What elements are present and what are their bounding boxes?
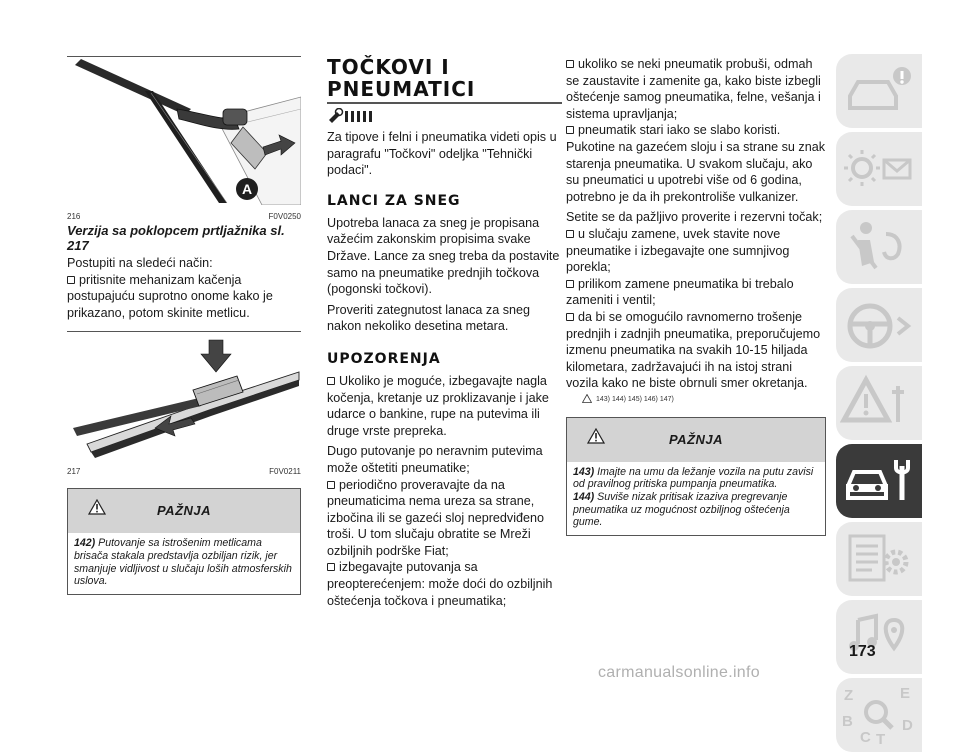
lanci-paragraph-1: Upotreba lanaca za sneg je propisana važećim zakonskim propisima svake Države. Lance za sneg treba da postavite samo na pneumatike prednjih točkova (pogonski točkovi).	[327, 215, 560, 297]
figure-code: F0V0211	[269, 467, 301, 477]
bullet-item: u slučaju zamene, uvek stavite nove pneumatike i izbegavajte one sumnjivog porekla;	[566, 226, 790, 275]
car-info-icon	[836, 54, 922, 128]
index-letter: E	[900, 685, 911, 702]
index-letter: D	[902, 717, 913, 734]
bullet-item: Ukoliko je moguće, izbegavajte nagla kočenja, kretanje uz proklizavanje i jake udarce o bankine, rupe na putevima ili druge vrste prepreka.	[327, 373, 549, 438]
bullet-item: ukoliko se neki pneumatik probuši, odmah se zaustavite i zamenite ga, kako biste izbegli oštećenje samog pneumatika, felne, vešanja i sistema upravljanja;	[566, 57, 821, 121]
figure-caption-217	[67, 467, 301, 476]
warning-body	[68, 533, 300, 593]
index-letter: B	[842, 713, 853, 730]
warning-references: 143) 144) 145) 146) 147)	[596, 396, 826, 403]
tab-dashboard[interactable]	[836, 54, 922, 128]
warning-item: 144) Suviše nizak pritisak izaziva pregrevanje pneumatika uz mogućnost ozbiljnog oštećenja gume.	[573, 491, 790, 529]
left-column	[67, 56, 301, 595]
figure-number: 216	[67, 212, 81, 221]
figure-caption-216	[67, 212, 301, 221]
bullet-item: izbegavajte putovanja sa preopterećenjem: može doći do ozbiljnih oštećenja točkova i pneumatika;	[327, 560, 553, 608]
title-rule	[327, 102, 562, 104]
steering-wheel-icon	[836, 288, 922, 362]
figure-number: 217	[67, 467, 81, 477]
light-mail-icon	[836, 132, 922, 206]
bullet-box-icon	[566, 126, 574, 134]
tab-safety-lights[interactable]	[836, 132, 922, 206]
tab-technical-data[interactable]	[836, 522, 922, 596]
warning-item: 143) Imajte na umu da ležanje vozila na putu zavisi od pravilnog pritiska pumpanja pneumatika.	[573, 465, 814, 491]
index-letter: T	[876, 731, 886, 748]
bullet-box-icon	[566, 230, 574, 238]
figure-217	[67, 332, 301, 476]
tab-safety[interactable]	[836, 210, 922, 284]
bullet-box-icon	[327, 377, 335, 385]
section-title: TOČKOVI I PNEUMATICI	[327, 55, 476, 101]
warning-box	[67, 488, 301, 594]
middle-column	[327, 56, 562, 609]
tab-driving[interactable]	[836, 288, 922, 362]
tyre-wrench-icon	[327, 108, 373, 124]
bullet-item: pneumatik stari iako se slabo koristi. Pukotine na gazećem sloju i sa strane su znak starenja pneumatika. U svakom slučaju, ako su pneumatici u upotrebi više od 6 godina, potrebno je da ih prekontroliše vulkanizer.	[566, 123, 826, 204]
intro-text: Postupiti na sledeći način:	[67, 256, 213, 270]
warning-header	[68, 489, 300, 533]
bullet-box-icon	[566, 313, 574, 321]
tab-index[interactable]	[836, 678, 922, 752]
bullet-item: da bi se omogućilo ravnomerno trošenje prednjih i zadnjih pneumatika, preporučujemo izmenu pneumatika na svakih 10-15 hiljada kilometara, zadržavajući ih na istoj strani vozila kako ne biste obrnuli smer okretanja.	[566, 309, 821, 391]
wiper-blade-illustration	[67, 332, 301, 460]
wiper-arm-illustration	[67, 57, 301, 205]
bullet-box-icon	[566, 60, 574, 68]
index-search-icon	[836, 678, 922, 752]
paragraph: Dugo putovanje po neravnim putevima može oštetiti pneumatike;	[327, 444, 543, 475]
figure-code: F0V0250	[268, 212, 301, 221]
small-warning-icon	[582, 394, 592, 403]
bullet-box-icon	[327, 481, 335, 489]
tab-emergency[interactable]	[836, 366, 922, 440]
media-location-icon	[836, 600, 922, 674]
bullet-box-icon	[566, 280, 574, 288]
index-letter: Z	[844, 687, 854, 704]
warning-road-icon	[836, 366, 922, 440]
warning-box	[566, 417, 826, 536]
intro-text: Za tipove i felni i pneumatika videti opis u paragrafu "Točkovi" odeljka "Tehnički podaci".	[327, 130, 557, 178]
warning-body	[567, 462, 825, 535]
heading-lanci: LANCI ZA SNEG	[327, 192, 461, 209]
car-wrench-icon	[836, 444, 922, 518]
warning-item: 142) Putovanje sa istrošenim metlicama brisača stakala predstavlja ozbiljan rizik, jer smanjuje vidljivost u slučaju loših atmosferskih uslova.	[74, 537, 292, 588]
warning-title: PAŽNJA	[156, 503, 212, 519]
index-letter: C	[860, 729, 871, 746]
warning-title: PAŽNJA	[668, 431, 724, 447]
heading-upozorenja: UPOZORENJA	[327, 350, 441, 367]
bullet-box-icon	[327, 563, 335, 571]
bullet-item: pritisnite mehanizam kačenja postupajuću suprotno onome kako je prikazano, potom skinite metlicu.	[67, 272, 273, 320]
page-number: 173	[849, 643, 876, 660]
right-column	[566, 56, 826, 536]
figure-216	[67, 57, 301, 221]
lanci-paragraph-2: Proveriti zategnutost lanaca za sneg nakon nekoliko desetina metara.	[327, 302, 531, 334]
section-caption: Verzija sa poklopcem prtljažnika sl. 217	[67, 223, 285, 253]
bullet-item: prilikom zamene pneumatika bi trebalo zameniti i ventil;	[566, 276, 794, 308]
document-gear-icon	[836, 522, 922, 596]
bullet-box-icon	[67, 276, 75, 284]
seat-airbag-icon	[836, 210, 922, 284]
tab-multimedia[interactable]	[836, 600, 922, 674]
warning-header	[567, 418, 825, 462]
tab-maintenance-active[interactable]	[836, 444, 922, 518]
paragraph: Setite se da pažljivo proverite i rezervni točak;	[566, 210, 823, 225]
watermark: carmanualsonline.info	[598, 664, 760, 681]
bullet-item: periodično proveravajte da na pneumaticima nema ureza sa strane, izbočina ili se gazeći sloj nepredviđeno troši. U tom slučaju obratite se Mreži ozbiljnih podrške Fiat;	[327, 477, 545, 558]
marker-a: A	[241, 181, 253, 197]
